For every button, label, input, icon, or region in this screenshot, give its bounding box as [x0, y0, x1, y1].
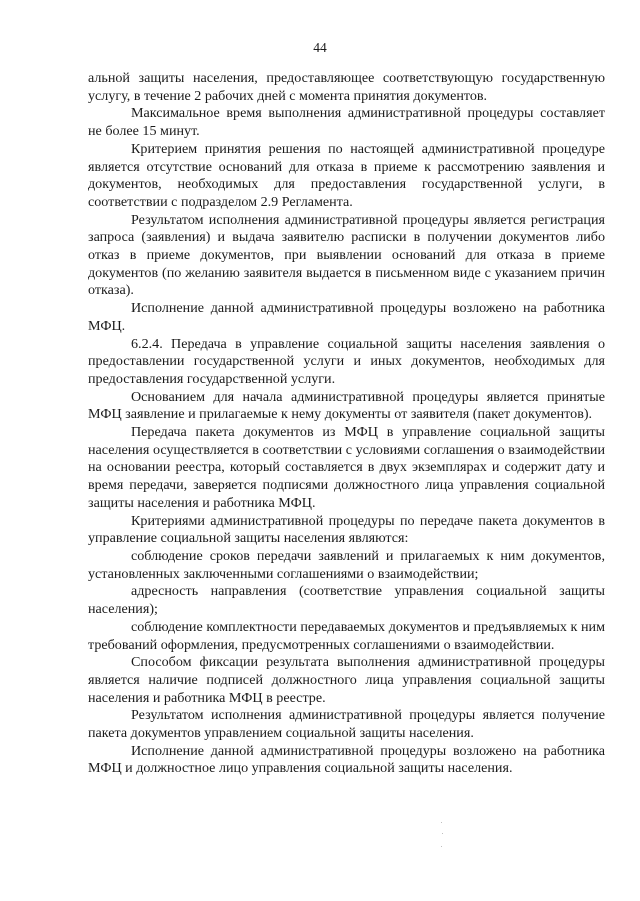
paragraph: Максимальное время выполнения административной процедуры составляет не более 15 минут.	[88, 105, 605, 140]
scan-speck	[442, 833, 443, 834]
paragraph: Основанием для начала административной процедуры является принятые МФЦ заявление и прилагаемые к нему документы от заявителя (пакет документов).	[88, 388, 605, 423]
paragraph: Исполнение данной административной процедуры возложено на работника МФЦ.	[88, 300, 605, 334]
paragraph: Критериями административной процедуры по передаче пакета документов в управление социальной защиты населения являются:	[88, 512, 605, 547]
list-item: адресность направления (соответствие управления социальной защиты населения);	[88, 583, 605, 618]
document-body	[88, 70, 605, 778]
paragraph: Передача пакета документов из МФЦ в управление социальной защиты населения осуществляется в соответствии с условиями соглашения о взаимодействии на основании реестра, который составляется в двух экземплярах и содержит дату и время передачи, заверяется подписями должностного лица управления социальной защиты населения и работника МФЦ.	[88, 424, 605, 511]
list-item: соблюдение комплектности передаваемых документов и предъявляемых к ним требований оформления, предусмотренных соглашениями о взаимодействии.	[88, 618, 605, 653]
section-heading-paragraph: 6.2.4. Передача в управление социальной защиты населения заявления о предоставлении государственной услуги и иных документов, необходимых для предоставления государственной услуги.	[88, 335, 605, 387]
paragraph: Исполнение данной административной процедуры возложено на работника МФЦ и должностное лицо управления социальной защиты населения.	[88, 742, 605, 777]
paragraph: Результатом исполнения административной процедуры является получение пакета документов управлением социальной защиты населения.	[88, 707, 605, 742]
scan-speck	[441, 846, 442, 847]
paragraph: Результатом исполнения административной процедуры является регистрация запроса (заявления) и выдача заявителю расписки в получении документов либо отказ в приеме документов, при выявлении оснований для отказа в приеме документов (по желанию заявителя выдается в письменном виде с указанием причин отказа).	[88, 211, 605, 299]
paragraph: Критерием принятия решения по настоящей административной процедуре является отсутствие оснований для отказа в приеме к рассмотрению заявления и документов, необходимых для предоставления государственной услуги, в соответствии с подразделом 2.9 Регламента.	[88, 140, 605, 210]
page-number: 44	[313, 40, 327, 55]
paragraph: Способом фиксации результата выполнения административной процедуры является наличие подписей должностного лица управления социальной защиты населения и работника МФЦ в реестре.	[88, 654, 605, 706]
scan-speck	[441, 822, 442, 823]
list-item: соблюдение сроков передачи заявлений и прилагаемых к ним документов, установленных заключенными соглашениями о взаимодействии;	[88, 547, 605, 582]
paragraph: альной защиты населения, предоставляющее соответствующую государственную услугу, в течение 2 рабочих дней с момента принятия документов.	[88, 70, 605, 104]
